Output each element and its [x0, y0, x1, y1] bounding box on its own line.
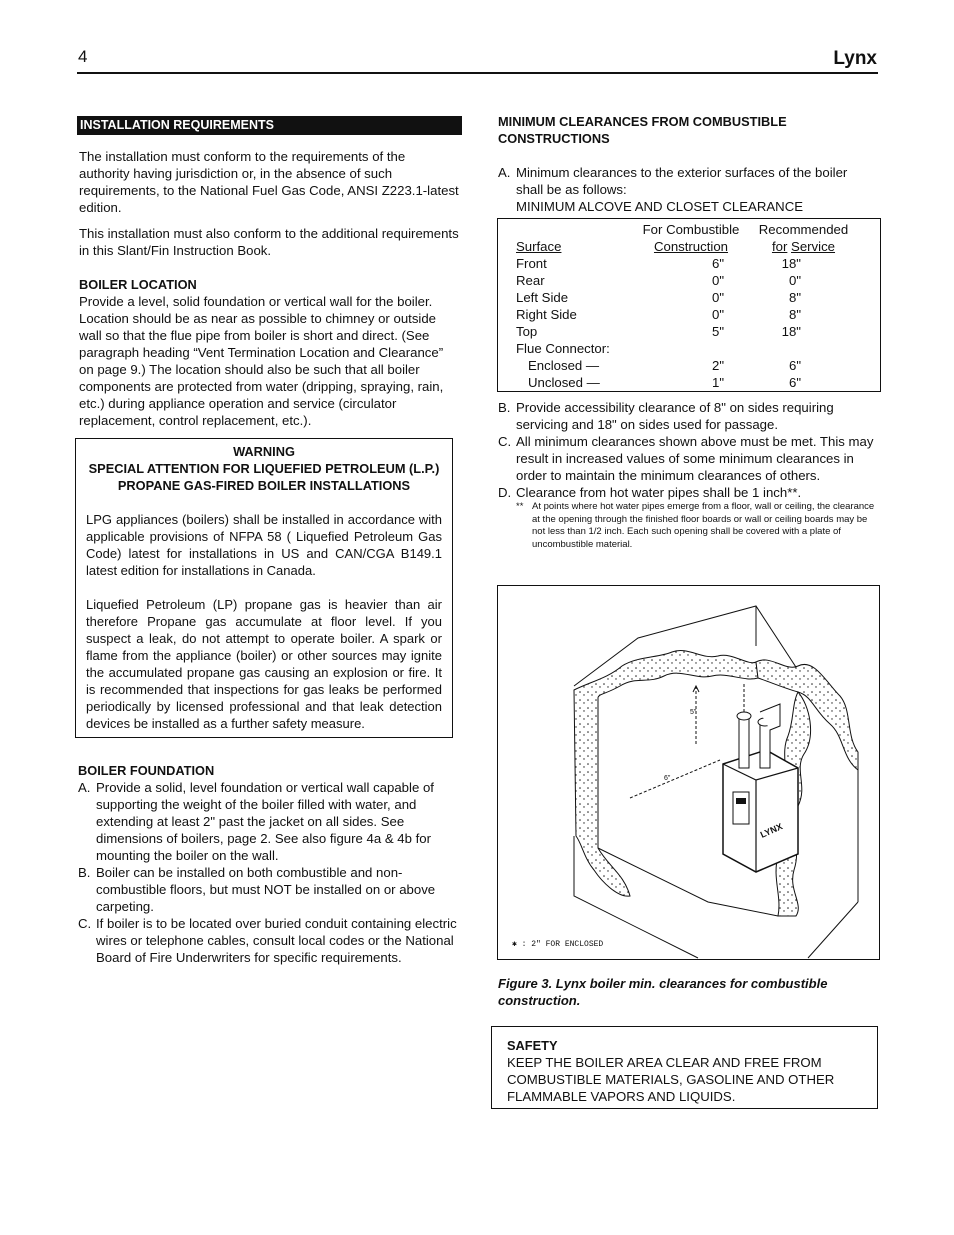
installation-paragraph-1: The installation must conform to the requirements of the authority having jurisdiction or, in the absence of such requirements, to the National Fuel Gas Code, ANSI Z223.1-latest edition.: [79, 149, 459, 215]
table-row: Unclosed — 1" 6": [528, 375, 801, 390]
figure-note: ✱ : 2" FOR ENCLOSED: [512, 940, 604, 949]
warning-paragraph-1: LPG appliances (boilers) shall be installed in accordance with applicable provisions of NFPA 58 ( Liquefied Petroleum Gas Code) latest for installations in US and CAN/CGA B149.1 latest edition for installations in Canada.: [86, 512, 442, 578]
clearance-table-box: [497, 218, 881, 392]
boiler-location-heading: BOILER LOCATION: [79, 277, 197, 292]
safety-box: [491, 1026, 878, 1109]
list-item: C. If boiler is to be located over buried conduit containing electric wires or telephone cables, consult local codes or the National Board of Fire Underwriters for specific requirements.: [78, 916, 457, 965]
figure-caption: Figure 3. Lynx boiler min. clearances for combustible construction.: [498, 976, 828, 1008]
table-row: Front 6" 18": [516, 256, 801, 271]
list-item: D. Clearance from hot water pipes shall be 1 inch**.: [498, 485, 802, 500]
warning-subtitle: SPECIAL ATTENTION FOR LIQUEFIED PETROLEUM (L.P.) PROPANE GAS-FIRED BOILER INSTALLATIONS: [88, 461, 440, 493]
warning-box: [75, 438, 453, 738]
list-item: C. All minimum clearances shown above must be met. This may result in increased values of some minimum clearances in order to maintain the minimum clearances of others.: [498, 434, 874, 483]
foundation-section: [78, 762, 460, 966]
table-row: Enclosed — 2" 6": [528, 358, 801, 373]
page-number: 4: [78, 47, 88, 66]
installation-paragraph-2: This installation must also conform to the additional requirements in this Slant/Fin Instruction Book.: [79, 226, 459, 258]
left-column: [77, 116, 462, 429]
installation-heading: INSTALLATION REQUIREMENTS: [77, 116, 462, 135]
brand-title: Lynx: [833, 48, 877, 69]
top-clearance-label: 5": [690, 709, 697, 716]
header-rule: [77, 72, 878, 74]
clearance-item-a: A. Minimum clearances to the exterior surfaces of the boiler shall be as follows: MINIMUM ALCOVE AND CLOSET CLEARANCE: [498, 165, 848, 214]
table-row: Flue Connector:: [516, 341, 610, 356]
clearances-heading: MINIMUM CLEARANCES FROM COMBUSTIBLE CONSTRUCTIONS: [498, 114, 787, 146]
foundation-heading: BOILER FOUNDATION: [78, 763, 215, 778]
list-item: B. Boiler can be installed on both combustible and non-combustible floors, but must NOT be installed on or above carpeting.: [78, 865, 436, 914]
warning-title: WARNING: [233, 444, 295, 459]
alcove-heading: MINIMUM ALCOVE AND CLOSET CLEARANCE: [516, 199, 804, 214]
list-item: A. Provide a solid, level foundation or vertical wall capable of supporting the weight of the boiler filled with water, and extending at least 2" past the jacket on all sides. See dimensions of boilers, page 2. See also figure 4a & 4b for mounting the boiler on the wall.: [78, 780, 434, 863]
safety-body: KEEP THE BOILER AREA CLEAR AND FREE FROM COMBUSTIBLE MATERIALS, GASOLINE AND OTHER FLAMMABLE VAPORS AND LIQUIDS.: [507, 1055, 835, 1104]
boiler-clearance-illustration: [498, 586, 879, 959]
surface-header: Surface: [516, 239, 562, 254]
table-row: Right Side 0" 8": [516, 307, 801, 322]
warning-paragraph-2: Liquefied Petroleum (LP) propane gas is heavier than air therefore Propane gas accumulate at floor level. If you suspect a leak, do not attempt to operate boiler. A spark or flame from the appliance (boiler) or other sources may ignite the accumulated propane gas causing an explosion or fire. It is recommended that inspections for gas leaks be performed periodically by licensed professional and that leak detection devices be installed as a further safety measure.: [86, 597, 442, 731]
boiler-location-body: Provide a level, solid foundation or vertical wall for the boiler. Location should be as near as possible to chimney or outside wall so that the flue pipe from boiler is short and direct. (See paragraph heading “Vent Termination Location and Clearance” on page 9.) The location should also be such that all boiler components are protected from water (dripping, spraying, rain, etc.) during appliance operation and service (circulator replacement, control replacement, etc.).: [79, 294, 444, 428]
figure-box: [497, 585, 880, 960]
boiler-logo-label: LYNX: [758, 821, 784, 840]
table-row: Left Side 0" 8": [516, 290, 801, 305]
table-row: Top 5" 18": [516, 324, 801, 339]
list-item: B. Provide accessibility clearance of 8" on sides requiring servicing and 18" on sides used for passage.: [498, 400, 834, 432]
table-row: Rear 0" 0": [516, 273, 801, 288]
clearance-table: For Combustible Recommended Surface Construction for Service Front 6" 18" Rear 0" 0" Left Side 0" 8" Right Side 0" 8" Top 5" 18" Flue Connector: Enclosed — 2" 6" Unclosed — 1" 6": [516, 221, 851, 391]
side-clearance-label: 6": [664, 775, 671, 782]
right-column: [498, 113, 878, 215]
clearance-items: [498, 399, 878, 551]
footnote: ** At points where hot water pipes emerge from a floor, wall or ceiling, the clearance at the opening through the finished floor boards or wall or ceiling boards may be not less than 1/2 inch. Each such opening shall be covered with a plate of uncombustible material.: [516, 501, 875, 550]
safety-title: SAFETY: [507, 1038, 558, 1053]
